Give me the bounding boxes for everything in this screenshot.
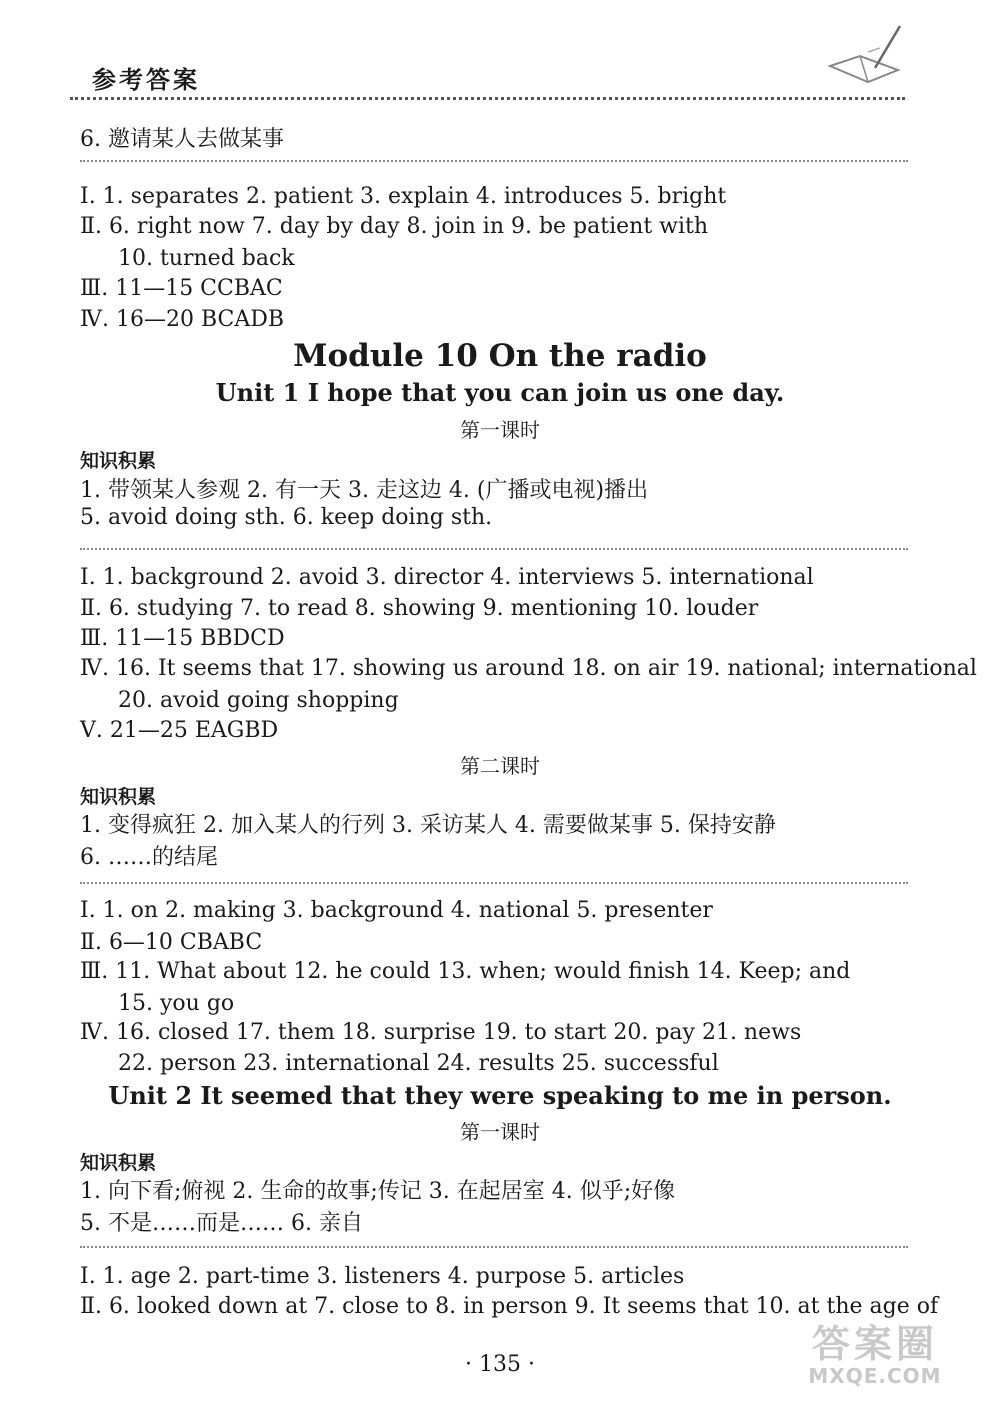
- u2l1-knowledge-2: 5. 不是……而是…… 6. 亲自: [80, 1211, 363, 1236]
- unit1-lesson2-title: 第二课时: [460, 754, 540, 778]
- top-answer-1: Ⅰ. 1. separates 2. patient 3. explain 4. introduces 5. bright: [80, 184, 727, 209]
- u1l1-answer-2: Ⅱ. 6. studying 7. to read 8. showing 9. mentioning 10. louder: [80, 596, 759, 621]
- top-answer-2: Ⅱ. 6. right now 7. day by day 8. join in 9. be patient with: [80, 214, 709, 239]
- unit2-lesson1-title: 第一课时: [460, 1120, 540, 1144]
- u1l2-knowledge-1: 1. 变得疯狂 2. 加入某人的行列 3. 采访某人 4. 需要做某事 5. 保持安静: [80, 813, 776, 838]
- header-label: 参考答案: [92, 66, 200, 94]
- top-answer-5: Ⅳ. 16—20 BCADB: [80, 307, 285, 332]
- u2l1-answer-1: Ⅰ. 1. age 2. part-time 3. listeners 4. purpose 5. articles: [80, 1264, 685, 1289]
- u1l2-answer-4: 15. you go: [118, 991, 235, 1016]
- u2l1-knowledge-1: 1. 向下看;俯视 2. 生命的故事;传记 3. 在起居室 4. 似乎;好像: [80, 1179, 676, 1204]
- unit1-title: Unit 1 I hope that you can join us one day.: [215, 378, 785, 407]
- u1l1-answer-3: Ⅲ. 11—15 BBDCD: [80, 626, 285, 651]
- module-title: Module 10 On the radio: [293, 338, 707, 374]
- top-answer-4: Ⅲ. 11—15 CCBAC: [80, 276, 283, 301]
- pen-book-icon: [820, 18, 910, 98]
- u1l1-answer-6: Ⅴ. 21—25 EAGBD: [80, 718, 279, 743]
- u1l1-answer-4: Ⅳ. 16. It seems that 17. showing us around 18. on air 19. national; international: [80, 656, 977, 681]
- separator: [80, 548, 908, 550]
- unit2-lesson1-section: 知识积累: [80, 1152, 157, 1174]
- watermark-top: 答案圈: [811, 1322, 938, 1366]
- u1l2-knowledge-2: 6. ……的结尾: [80, 845, 218, 870]
- u2l1-answer-2: Ⅱ. 6. looked down at 7. close to 8. in person 9. It seems that 10. at the age of: [80, 1294, 939, 1319]
- watermark-bottom: MXQE.COM: [808, 1364, 942, 1388]
- unit1-lesson2-section: 知识积累: [80, 786, 157, 808]
- top-line-1: 6. 邀请某人去做某事: [80, 127, 284, 152]
- u1l2-answer-6: 22. person 23. international 24. results 25. successful: [118, 1051, 719, 1076]
- watermark-logo: [770, 1324, 980, 1394]
- u1l1-answer-5: 20. avoid going shopping: [118, 688, 399, 713]
- u1l1-knowledge-2: 5. avoid doing sth. 6. keep doing sth.: [80, 505, 493, 530]
- u1l1-knowledge-1: 1. 带领某人参观 2. 有一天 3. 走这边 4. (广播或电视)播出: [80, 478, 649, 503]
- unit1-lesson1-title: 第一课时: [460, 418, 540, 442]
- page-number: · 135 ·: [465, 1352, 535, 1377]
- separator: [80, 882, 908, 884]
- u1l2-answer-2: Ⅱ. 6—10 CBABC: [80, 930, 263, 955]
- u1l2-answer-5: Ⅳ. 16. closed 17. them 18. surprise 19. to start 20. pay 21. news: [80, 1020, 802, 1045]
- top-answer-3: 10. turned back: [118, 246, 295, 271]
- u1l1-answer-1: Ⅰ. 1. background 2. avoid 3. director 4. interviews 5. international: [80, 565, 814, 590]
- unit1-lesson1-section: 知识积累: [80, 450, 157, 472]
- separator: [80, 160, 908, 162]
- unit2-title: Unit 2 It seemed that they were speaking to me in person.: [108, 1081, 892, 1110]
- u1l2-answer-1: Ⅰ. 1. on 2. making 3. background 4. national 5. presenter: [80, 898, 713, 923]
- separator: [80, 1246, 908, 1248]
- u1l2-answer-3: Ⅲ. 11. What about 12. he could 13. when; would finish 14. Keep; and: [80, 959, 851, 984]
- header-rule: [70, 94, 905, 100]
